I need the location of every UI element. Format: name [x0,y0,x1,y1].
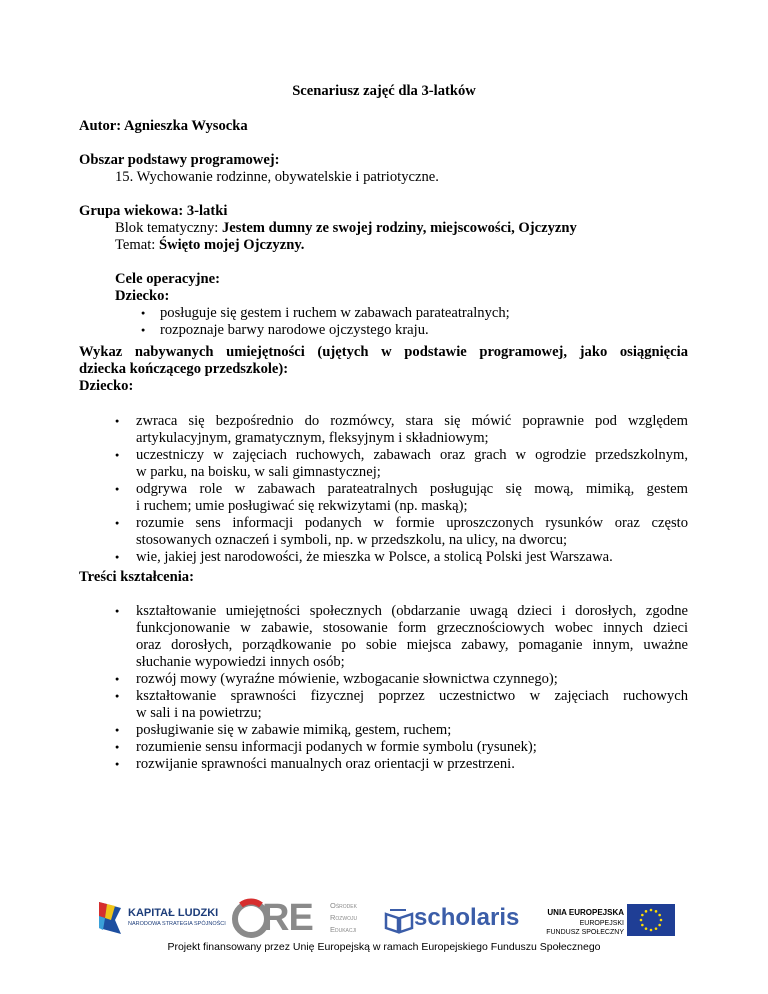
temat [115,236,304,254]
list-item-line: rozumie sens informacji podanych w formie uproszczonych rysunków oraz często [136,515,688,531]
kapital-ludzki-title: KAPITAŁ LUDZKI [128,907,219,919]
scholaris-wordmark: scholaris [414,904,520,931]
kapital-ludzki-flag-icon [95,900,125,936]
list-item-line: stosowanych oznaczeń i symboli, np. w przedszkolu, na ulicy, na dworcu; [136,532,568,548]
ue-efs-line2: FUNDUSZ SPOŁECZNY [546,929,624,936]
bullet-icon: ● [115,743,120,751]
wykaz-heading-line2: dziecka kończącego przedszkole): [79,361,289,377]
blok-value: Jestem dumny ze swojej rodziny, miejscowości, Ojczyzny [222,220,577,236]
list-item-line: odgrywa role w zabawach parateatralnych posługując się mową, mimiką, gestem [136,481,688,497]
eu-star-icon [660,919,663,922]
cele-heading: Cele operacyjne: [115,271,220,287]
list-item-line: słuchanie wypowiedzi innych osób; [136,654,345,670]
eu-star-icon [641,924,644,927]
list-item-line: kształtowanie umiejętności społecznych (obdarzanie uwagą dzieci i dorosłych, zgodne [136,603,688,619]
grupa-heading: Grupa wiekowa: 3-latki [79,203,228,219]
eu-star-icon [655,927,658,930]
bullet-icon: ● [115,519,120,527]
blok-label: Blok tematyczny: [115,220,222,236]
list-item-line: i ruchem; umie posługiwać się rekwizytami (np. maską); [136,498,468,514]
list-item-line: zwraca się bezpośrednio do rozmówcy, stara się mówić poprawnie pod względem [136,413,688,429]
eu-star-icon [641,914,644,917]
list-item-line: artykulacyjnym, gramatycznym, fleksyjnym i składniowym; [136,430,489,446]
ue-title: UNIA EUROPEJSKA [547,908,624,917]
ore-word-2: Rozwoju [330,913,358,922]
ore-word-3: Edukacji [330,925,357,934]
eu-star-icon [658,924,661,927]
bullet-icon: ● [115,553,120,561]
eu-flag-icon [627,904,675,936]
bullet-icon: ● [115,451,120,459]
list-item-line: uczestniczy w zajęciach ruchowych, zabawach oraz grach w ogrodzie przedszkolnym, [136,447,688,463]
eu-star-icon [645,910,648,913]
author: Autor: Agnieszka Wysocka [79,118,248,134]
list-item-line: kształtowanie sprawności fizycznej poprzez uczestnictwo w zajęciach ruchowych [136,688,688,704]
eu-star-icon [645,927,648,930]
list-item-line: w sali i na powietrzu; [136,705,262,721]
list-item-line: rozwój mowy (wyraźne mówienie, wzbogacanie słownictwa czynnego); [136,671,558,687]
eu-star-icon [650,909,653,912]
ore-letters: RE [262,897,313,939]
bullet-icon: ● [141,309,146,317]
list-item-line: wie, jakiej jest narodowości, że mieszka w Polsce, a stolicą Polski jest Warszawa. [136,549,613,565]
list-item-line: oraz dorosłych, porządkowanie po sobie miejsca zabawy, pomaganie innym, uważne [136,637,688,653]
list-item-line: rozwijanie sprawności manualnych oraz orientacji w przestrzeni. [136,756,515,772]
wykaz-heading-line1: Wykaz nabywanych umiejętności (ujętych w podstawie programowej, jako osiągnięcia [79,344,688,360]
list-item-line: posługiwanie się w zabawie mimiką, gestem, ruchem; [136,722,452,738]
bullet-icon: ● [115,607,120,615]
bullet-icon: ● [115,485,120,493]
document-title: Scenariusz zajęć dla 3-latków [292,83,476,99]
temat-label: Temat: [115,237,159,253]
eu-star-icon [650,929,653,932]
list-item-line: funkcjonowanie w zabawie, stosowanie form grzecznościowych wobec innych dzieci [136,620,688,636]
list-item-line: rozumienie sensu informacji podanych w formie symbolu (rysunek); [136,739,537,755]
eu-star-icon [640,919,643,922]
temat-value: Święto mojej Ojczyzny. [158,237,305,253]
bullet-icon: ● [115,692,120,700]
eu-star-icon [658,914,661,917]
cele-dziecko: Dziecko: [115,288,170,304]
eu-star-icon [655,910,658,913]
obszar-heading: Obszar podstawy programowej: [79,152,280,168]
bullet-icon: ● [141,326,146,334]
ore-word-1: Ośrodek [330,901,357,910]
bullet-icon: ● [115,675,120,683]
ue-efs-line1: EUROPEJSKI [579,920,624,927]
obszar-item: 15. Wychowanie rodzinne, obywatelskie i patriotyczne. [115,169,439,185]
bullet-icon: ● [115,726,120,734]
kapital-ludzki-subtitle: NARODOWA STRATEGIA SPÓJNOŚCI [128,921,226,927]
bullet-icon: ● [115,417,120,425]
list-item-line: posługuje się gestem i ruchem w zabawach parateatralnych; [160,305,510,321]
list-item-line: w parku, na boisku, w sali gimnastycznej; [136,464,381,480]
footer-caption: Projekt finansowany przez Unię Europejską w ramach Europejskiego Funduszu Społecznego [167,941,601,953]
list-item-line: rozpoznaje barwy narodowe ojczystego kraju. [160,322,429,338]
blok-tematyczny [115,219,577,237]
wykaz-dziecko: Dziecko: [79,378,134,394]
ore-words [330,900,357,936]
bullet-icon: ● [115,760,120,768]
tresci-heading: Treści kształcenia: [79,569,194,585]
scholaris-book-icon [384,908,414,934]
